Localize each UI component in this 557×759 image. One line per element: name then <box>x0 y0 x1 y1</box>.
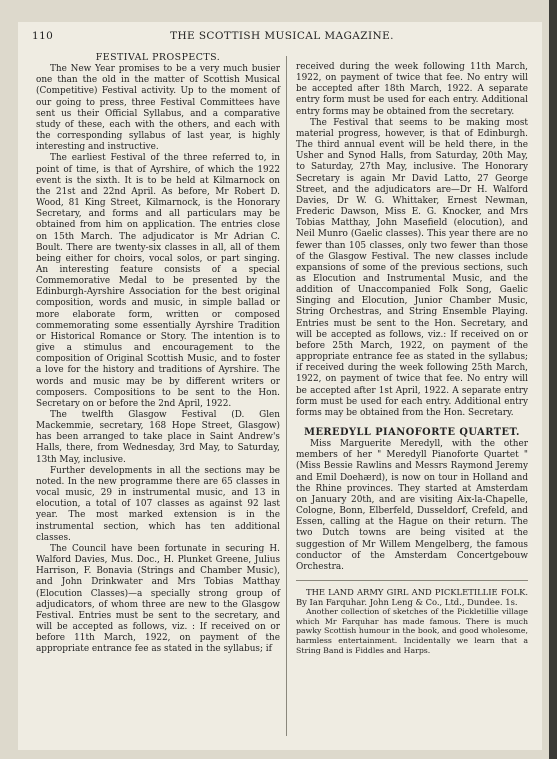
page-header <box>32 30 532 46</box>
paragraph: The twelfth Glasgow Festival (D. Glen Mackemmie, secretary, 168 Hope Street, Glasgow) has been arranged to take place in Saint Andrew's Halls, there, from Wednesday, 3rd May, to Saturday, 13th May, inclusive. <box>36 410 280 465</box>
magazine-title: THE SCOTTISH MUSICAL MAGAZINE. <box>170 30 394 42</box>
paragraph: Miss Marguerite Meredyll, with the other members of her " Meredyll Pianoforte Quartet " (Miss Bessie Rawlins and Messrs Raymond Jeremy and Emil Doehærd), is now on tour in Holland and the Rhine provinces. They started at Amsterdam on January 20th, and are visiting Aix-la-Chapelle, Cologne, Bonn, Elberfeld, Dusseldorf, Crefeld, and Essen, calling at the Hague on their return. The two Dutch towns are being visited at the suggestion of Mr Willem Mengelberg, the famous conductor of the Amsterdam Concertgebouw Orchestra. <box>296 439 528 572</box>
review-title: THE LAND ARMY GIRL AND PICKLETILLIE FOLK. By Ian Farquhar. John Leng & Co., Ltd., Dundee. 1s. <box>296 587 528 608</box>
book-review <box>296 587 528 656</box>
magazine-page <box>18 22 542 750</box>
paragraph: The earliest Festival of the three referred to, in point of time, is that of Ayrshire, of which the 1922 event is the sixth. It is to be held at Kilmarnock on the 21st and 22nd April. As before, Mr Robert D. Wood, 81 King Street, Kilmarnock, is the Honorary Secretary, and forms and all particulars may be obtained from him on application. The entries close on 15th March. The adjudicator is Mr Adrian C. Boult. There are twenty-six classes in all, all of them being either for choirs, vocal solos, or part singing. An interesting feature consists of a special Commemorative Medal to be presented by the Edinburgh-Ayrshire Association for the best original composition, words and music, in simple ballad or more elaborate form, written or composed commemorating some essentially Ayrshire Tradition or Historical Romance or Story. The intention is to give a stimulus and encouragement to the composition of Original Scottish Music, and to foster a love for the history and traditions of Ayrshire. The words and music may be by different writers or composers. Compositions to be sent to the Hon. Secretary on or before the 2nd April, 1922. <box>36 153 280 409</box>
section-divider <box>296 580 528 581</box>
page-binding-edge <box>549 0 557 759</box>
paragraph: received during the week following 11th March, 1922, on payment of twice that fee. No entry will be accepted after 18th March, 1922. A separate entry form must be used for each entry. Additional entry forms may be obtained from the secretary. <box>296 62 528 117</box>
paragraph: The Council have been fortunate in securing H. Walford Davies, Mus. Doc., H. Plunket Greene, Julius Harrison, F. Bonavia (Strings and Chamber Music), and John Drinkwater and Mrs Tobias Matthay (Elocution Classes)—a specially strong group of adjudicators, of whom three are new to the Glasgow Festival. Entries must be sent to the secretary, and will be accepted as follows, viz. : If received on or before 11th March, 1922, on payment of the appropriate entrance fee as stated in the syllabus; if <box>36 543 280 655</box>
festival-heading: FESTIVAL PROSPECTS. <box>95 52 221 63</box>
left-column <box>36 52 280 655</box>
page-number: 110 <box>32 30 54 42</box>
review-body: Another collection of sketches of the Pickletillie village which Mr Farquhar has made famous. There is much pawky Scottish humour in the book, and good wholesome, harmless entertainment. Incidentally we learn that a String Band is Fiddles and Harps. <box>296 607 528 655</box>
paragraph: The Festival that seems to be making most material progress, however, is that of Edinburgh. The third annual event will be held there, in the Usher and Synod Halls, from Saturday, 20th May, to Saturday, 27th May, inclusive. The Honorary Secretary is again Mr David Latto, 27 George Street, and the adjudicators are—Dr H. Walford Davies, Dr W. G. Whittaker, Ernest Newman, Frederic Dawson, Miss E. G. Knocker, and Mrs Tobias Matthay, John Masefield (elocution), and Neil Munro (Gaelic classes). This year there are no fewer than 105 classes, only two fewer than those of the Glasgow Festival. The new classes include expansions of some of the previous sections, such as Elocution and Instrumental Music, and the addition of Unaccompanied Folk Song, Gaelic Singing and Elocution, Junior Chamber Music, String Orchestras, and String Ensemble Playing. Entries must be sent to the Hon. Secretary, and will be accepted as follows, viz.: If received on or before 25th March, 1922, on payment of the appropriate entrance fee as stated in the syllabus; if received during the week following 25th March, 1922, on payment of twice that fee. No entry will be accepted after 1st April, 1922. A separate entry form must be used for each entry. Additional entry forms may be obtained from the Hon. Secretary. <box>296 117 528 418</box>
paragraph: The New Year promises to be a very much busier one than the old in the matter of Scottish Musical (Competitive) Festival activity. Up to the moment of our going to press, three Festival Committees have sent us their Official Syllabus, and a comparative study of these, each with the others, and each with the corresponding syllabus of last year, is highly interesting and instructive. <box>36 64 280 153</box>
quartet-heading: MEREDYLL PIANOFORTE QUARTET. <box>304 427 520 438</box>
paragraph: Further developments in all the sections may be noted. In the new programme there are 65 classes in vocal music, 29 in instrumental music, and 13 in elocution, a total of 107 classes as against 92 last year. The most marked extension is in the instrumental section, which has ten additional classes. <box>36 465 280 543</box>
right-column <box>296 62 528 656</box>
column-divider <box>286 56 287 736</box>
